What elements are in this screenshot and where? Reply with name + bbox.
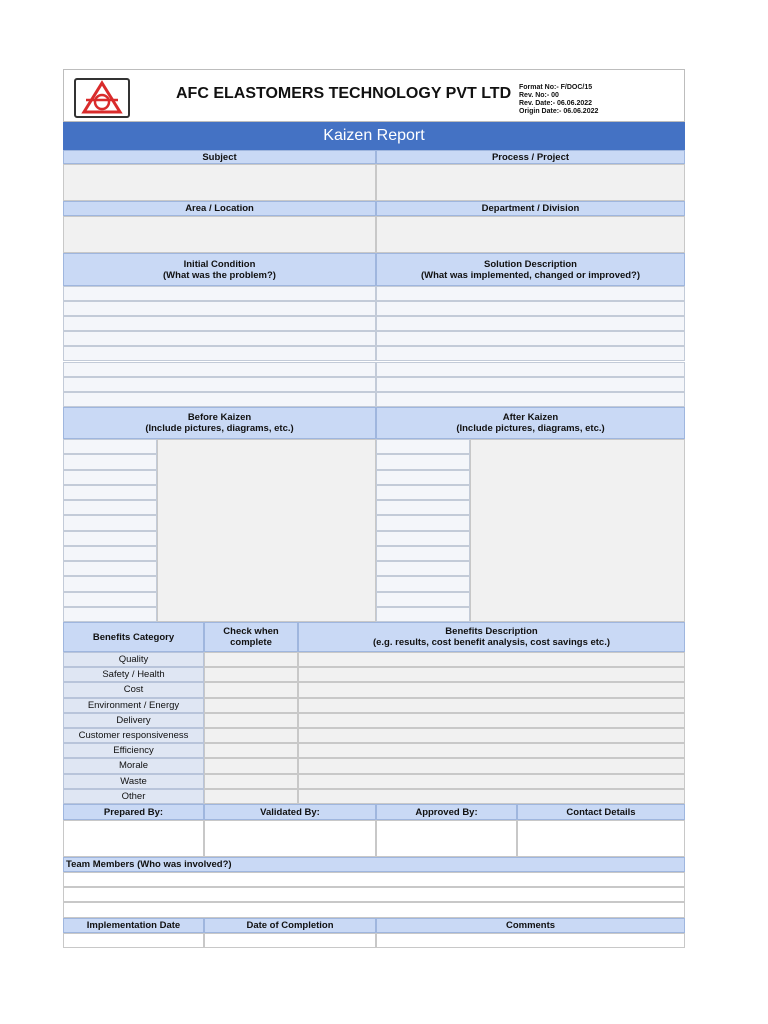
benefit-category-label: Morale — [63, 758, 204, 773]
after-kaizen-title: After Kaizen — [502, 412, 559, 423]
subject-field[interactable] — [63, 164, 376, 201]
date-of-completion-field[interactable] — [204, 933, 376, 948]
benefit-check-box[interactable] — [204, 698, 298, 713]
benefit-description-field[interactable] — [298, 774, 685, 789]
after-kaizen-side-row[interactable] — [376, 607, 470, 622]
before-kaizen-title: Before Kaizen — [187, 412, 252, 423]
benefit-category-label: Waste — [63, 774, 204, 789]
benefits-description-subtitle: (e.g. results, cost benefit analysis, cost savings etc.) — [372, 637, 611, 648]
after-kaizen-side-row[interactable] — [376, 546, 470, 561]
benefits-description-title: Benefits Description — [445, 626, 538, 637]
benefit-description-field[interactable] — [298, 713, 685, 728]
initial-condition-subtitle: (What was the problem?) — [163, 269, 276, 281]
department-division-header: Department / Division — [376, 201, 685, 216]
before-kaizen-side-row[interactable] — [63, 561, 157, 576]
document-meta — [519, 84, 649, 116]
approved-by-field[interactable] — [376, 820, 517, 857]
team-members-header: Team Members (Who was involved?) — [63, 857, 685, 872]
solution-description-row[interactable] — [376, 331, 685, 346]
solution-description-header — [376, 253, 685, 286]
initial-condition-row[interactable] — [63, 316, 376, 331]
solution-description-row[interactable] — [376, 286, 685, 301]
solution-description-row[interactable] — [376, 392, 685, 407]
benefit-description-field[interactable] — [298, 652, 685, 667]
benefit-description-field[interactable] — [298, 667, 685, 682]
solution-description-subtitle: (What was implemented, changed or improved?) — [420, 269, 641, 281]
validated-by-header: Validated By: — [204, 804, 376, 820]
benefit-check-box[interactable] — [204, 789, 298, 804]
solution-description-row[interactable] — [376, 362, 685, 377]
team-members-row-2[interactable] — [63, 887, 685, 902]
implementation-date-header: Implementation Date — [63, 918, 204, 933]
benefits-description-header — [298, 622, 685, 652]
benefit-description-field[interactable] — [298, 728, 685, 743]
after-kaizen-side-row[interactable] — [376, 576, 470, 591]
before-kaizen-side-row[interactable] — [63, 485, 157, 500]
solution-description-title: Solution Description — [484, 258, 577, 270]
company-name: AFC ELASTOMERS TECHNOLOGY PVT LTD — [176, 85, 512, 102]
before-kaizen-side-row[interactable] — [63, 470, 157, 485]
after-kaizen-side-row[interactable] — [376, 515, 470, 530]
before-kaizen-side-row[interactable] — [63, 454, 157, 469]
implementation-date-field[interactable] — [63, 933, 204, 948]
format-no: Format No:- F/DOC/15 — [519, 84, 593, 91]
benefit-category-label: Customer responsiveness — [63, 728, 204, 743]
benefit-category-label: Environment / Energy — [63, 698, 204, 713]
before-kaizen-side-row[interactable] — [63, 531, 157, 546]
benefit-description-field[interactable] — [298, 789, 685, 804]
kaizen-report-sheet — [63, 69, 685, 948]
benefit-check-box[interactable] — [204, 667, 298, 682]
before-kaizen-side-row[interactable] — [63, 546, 157, 561]
initial-condition-row[interactable] — [63, 362, 376, 377]
prepared-by-header: Prepared By: — [63, 804, 204, 820]
area-location-header: Area / Location — [63, 201, 376, 216]
benefit-category-label: Safety / Health — [63, 667, 204, 682]
before-kaizen-header — [63, 407, 376, 439]
team-members-row-1[interactable] — [63, 872, 685, 887]
check-complete-header: Check when complete — [204, 622, 298, 652]
benefit-check-box[interactable] — [204, 682, 298, 697]
solution-description-row[interactable] — [376, 316, 685, 331]
validated-by-field[interactable] — [204, 820, 376, 857]
rev-date: Rev. Date:- 06.06.2022 — [519, 100, 593, 107]
benefit-category-label: Quality — [63, 652, 204, 667]
area-location-field[interactable] — [63, 216, 376, 253]
before-kaizen-side-row[interactable] — [63, 439, 157, 454]
solution-description-row[interactable] — [376, 301, 685, 316]
benefit-description-field[interactable] — [298, 682, 685, 697]
benefit-description-field[interactable] — [298, 758, 685, 773]
rev-no: Rev. No:- 00 — [519, 92, 559, 99]
header-block — [63, 69, 685, 122]
prepared-by-field[interactable] — [63, 820, 204, 857]
initial-condition-row[interactable] — [63, 286, 376, 301]
initial-condition-title: Initial Condition — [183, 258, 256, 270]
benefit-description-field[interactable] — [298, 698, 685, 713]
after-kaizen-side-row[interactable] — [376, 485, 470, 500]
after-kaizen-side-row[interactable] — [376, 592, 470, 607]
team-members-row-3[interactable] — [63, 902, 685, 918]
subject-header: Subject — [63, 150, 376, 164]
benefit-check-box[interactable] — [204, 758, 298, 773]
comments-field[interactable] — [376, 933, 685, 948]
benefit-category-label: Efficiency — [63, 743, 204, 758]
after-kaizen-side-row[interactable] — [376, 531, 470, 546]
initial-condition-row[interactable] — [63, 331, 376, 346]
initial-condition-row[interactable] — [63, 392, 376, 407]
before-kaizen-side-row[interactable] — [63, 576, 157, 591]
benefit-check-box[interactable] — [204, 652, 298, 667]
logo-icon — [76, 80, 128, 116]
before-kaizen-side-row[interactable] — [63, 500, 157, 515]
report-title: Kaizen Report — [63, 122, 685, 150]
company-logo — [74, 78, 130, 118]
initial-condition-row[interactable] — [63, 301, 376, 316]
date-of-completion-header: Date of Completion — [204, 918, 376, 933]
benefit-category-label: Other — [63, 789, 204, 804]
solution-description-row[interactable] — [376, 377, 685, 392]
benefit-category-label: Cost — [63, 682, 204, 697]
after-kaizen-side-row[interactable] — [376, 470, 470, 485]
before-kaizen-side-row[interactable] — [63, 515, 157, 530]
benefits-category-header: Benefits Category — [63, 622, 204, 652]
benefit-check-box[interactable] — [204, 774, 298, 789]
approved-by-header: Approved By: — [376, 804, 517, 820]
origin-date: Origin Date:- 06.06.2022 — [519, 108, 599, 115]
after-kaizen-picture-area[interactable] — [470, 439, 685, 622]
comments-header: Comments — [376, 918, 685, 933]
after-kaizen-subtitle: (Include pictures, diagrams, etc.) — [456, 423, 605, 434]
solution-description-row[interactable] — [376, 346, 685, 361]
benefit-check-box[interactable] — [204, 728, 298, 743]
benefit-check-box[interactable] — [204, 713, 298, 728]
department-division-field[interactable] — [376, 216, 685, 253]
after-kaizen-side-row[interactable] — [376, 561, 470, 576]
benefit-description-field[interactable] — [298, 743, 685, 758]
before-kaizen-subtitle: (Include pictures, diagrams, etc.) — [145, 423, 294, 434]
initial-condition-row[interactable] — [63, 377, 376, 392]
process-project-field[interactable] — [376, 164, 685, 201]
benefit-category-label: Delivery — [63, 713, 204, 728]
after-kaizen-side-row[interactable] — [376, 454, 470, 469]
contact-details-header: Contact Details — [517, 804, 685, 820]
after-kaizen-side-row[interactable] — [376, 500, 470, 515]
after-kaizen-header — [376, 407, 685, 439]
benefit-check-box[interactable] — [204, 743, 298, 758]
process-project-header: Process / Project — [376, 150, 685, 164]
before-kaizen-picture-area[interactable] — [157, 439, 376, 622]
initial-condition-header — [63, 253, 376, 286]
initial-condition-row[interactable] — [63, 346, 376, 361]
before-kaizen-side-row[interactable] — [63, 592, 157, 607]
after-kaizen-side-row[interactable] — [376, 439, 470, 454]
contact-details-field[interactable] — [517, 820, 685, 857]
before-kaizen-side-row[interactable] — [63, 607, 157, 622]
